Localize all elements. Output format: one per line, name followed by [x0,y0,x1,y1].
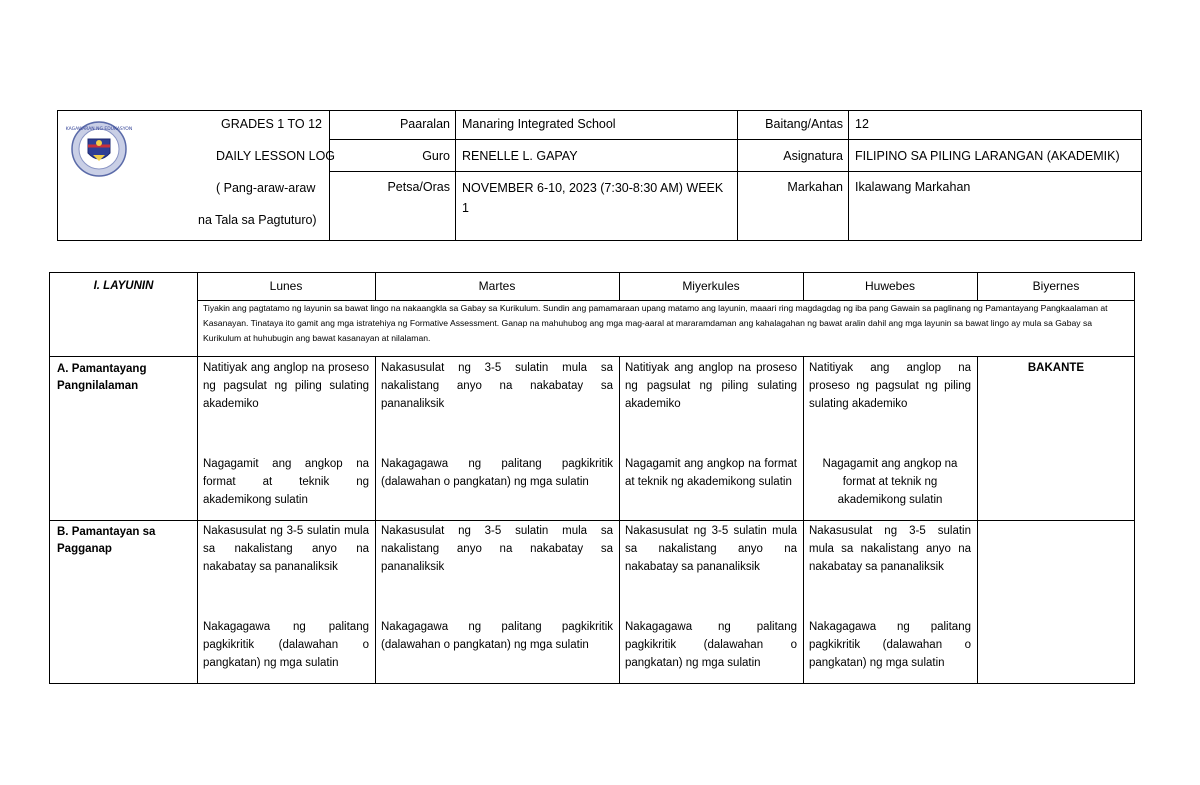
cell-b-lunes-p1: Nakasusulat ng 3-5 sulatin mula sa nakalistang anyo na nakabatay sa pananaliksik [203,525,369,573]
row-label-a: A. Pamantayang Pangnilalaman [57,363,147,392]
cell-a-miyerkules-p1: Natitiyak ang anglop na proseso ng pagsulat ng piling sulating akademiko [625,362,797,410]
cell-b-martes-p2: Nakagagawa ng palitang pagkikritik (dalawahan o pangkatan) ng mga sulatin [381,621,613,651]
cell-b-miyerkules-p2: Nakagagawa ng palitang pagkikritik (dalawahan o pangkatan) ng mga sulatin [625,621,797,669]
svg-text:KAGAWARAN NG EDUKASYON: KAGAWARAN NG EDUKASYON [65,127,133,132]
table-divider [375,356,376,683]
deped-seal-icon [65,121,133,177]
cell-b-huwebes-p2: Nakagagawa ng palitang pagkikritik (dalawahan o pangkatan) ng mga sulatin [809,621,971,669]
cell-b-miyerkules-p1: Nakasusulat ng 3-5 sulatin mula sa nakalistang anyo na nakabatay sa pananaliksik [625,525,797,573]
cell-a-huwebes-p1: Natitiyak ang anglop na proseso ng pagsulat ng piling sulating akademiko [809,362,971,410]
label-paaralan: Paaralan [399,117,450,131]
header-title-line: na Tala sa Pagtuturo) [198,213,317,227]
day-header-huwebes: Huwebes [864,279,916,293]
cell-a-lunes-p2: Nagagamit ang angkop na format at teknik ng akademikong sulatin [203,458,369,506]
table-divider [50,520,1135,521]
table-divider [977,356,978,683]
table-divider [619,356,620,683]
cell-a-martes-p2: Nakagagawa ng palitang pagkikritik (dalawahan o pangkatan) ng mga sulatin [381,458,613,488]
day-header-biyernes: Biyernes [1032,279,1080,293]
intro-paragraph: Tiyakin ang pagtatamo ng layunin sa bawat lingo na nakaangkla sa Gabay sa Kurikulum. Sundin ang pamamaraan upang matamo ang layunin, maaari ring magdagdag ng iba pang Gawain sa paglinang ng Pamantayang Pangkaalaman at Kasanayan. Tinataya ito gamit ang mga istratehiya ng Formative Assessment. Ganap na mahuhubog ang mga mag-aaral at mararamdaman ang kahalagahan ng bawat aralin dahil ang mga layunin sa bawat lingo ay mula sa Gabay sa Kurikulum at huhubugin ang bawat kasanayan at nilalaman. [203,303,1108,343]
table-divider [803,356,804,683]
header-title-line: DAILY LESSON LOG [216,149,336,163]
cell-b-martes-p1: Nakasusulat ng 3-5 sulatin mula sa nakalistang anyo na nakabatay sa pananaliksik [381,525,613,573]
value-baitang-antas: 12 [855,117,869,131]
label-petsa-oras: Petsa/Oras [387,180,450,194]
table-divider [197,273,198,683]
value-petsa-oras: NOVEMBER 6-10, 2023 (7:30-8:30 AM) WEEK 1 [462,181,724,215]
header-divider [848,111,849,240]
header-divider [329,139,1141,140]
header-divider [455,111,456,240]
label-baitang-antas: Baitang/Antas [765,117,843,131]
table-divider [50,356,1135,357]
header-title-line: ( Pang-araw-araw [216,181,316,195]
value-paaralan: Manaring Integrated School [462,117,616,131]
header-table [57,110,1142,241]
day-header-martes: Martes [478,279,516,293]
label-markahan: Markahan [787,180,843,194]
lesson-table [49,272,1135,684]
header-divider [329,111,330,240]
day-header-miyerkules: Miyerkules [682,279,740,293]
header-title-line: GRADES 1 TO 12 [221,117,322,131]
cell-a-martes-p1: Nakasusulat ng 3-5 sulatin mula sa nakalistang anyo na nakabatay sa pananaliksik [381,362,613,410]
day-header-lunes: Lunes [269,279,303,293]
value-guro: RENELLE L. GAPAY [462,149,578,163]
header-divider [737,111,738,240]
header-divider [329,171,1141,172]
cell-a-miyerkules-p2: Nagagamit ang angkop na format at teknik ng akademikong sulatin [625,458,797,488]
cell-b-huwebes-p1: Nakasusulat ng 3-5 sulatin mula sa nakalistang anyo na nakabatay sa pananaliksik [809,525,971,573]
value-markahan: Ikalawang Markahan [855,180,971,194]
section-label: I. LAYUNIN [93,280,154,292]
value-asignatura: FILIPINO SA PILING LARANGAN (AKADEMIK) [855,149,1120,163]
cell-a-biyernes-p1: BAKANTE [1027,362,1085,374]
row-label-b: B. Pamantayan sa Pagganap [57,526,156,555]
label-asignatura: Asignatura [783,149,843,163]
label-guro: Guro [422,149,450,163]
cell-a-huwebes-p2: Nagagamit ang angkop na format at teknik ng akademikong sulatin [822,458,958,506]
cell-b-lunes-p2: Nakagagawa ng palitang pagkikritik (dalawahan o pangkatan) ng mga sulatin [203,621,369,669]
cell-a-lunes-p1: Natitiyak ang anglop na proseso ng pagsulat ng piling sulating akademiko [203,362,369,410]
